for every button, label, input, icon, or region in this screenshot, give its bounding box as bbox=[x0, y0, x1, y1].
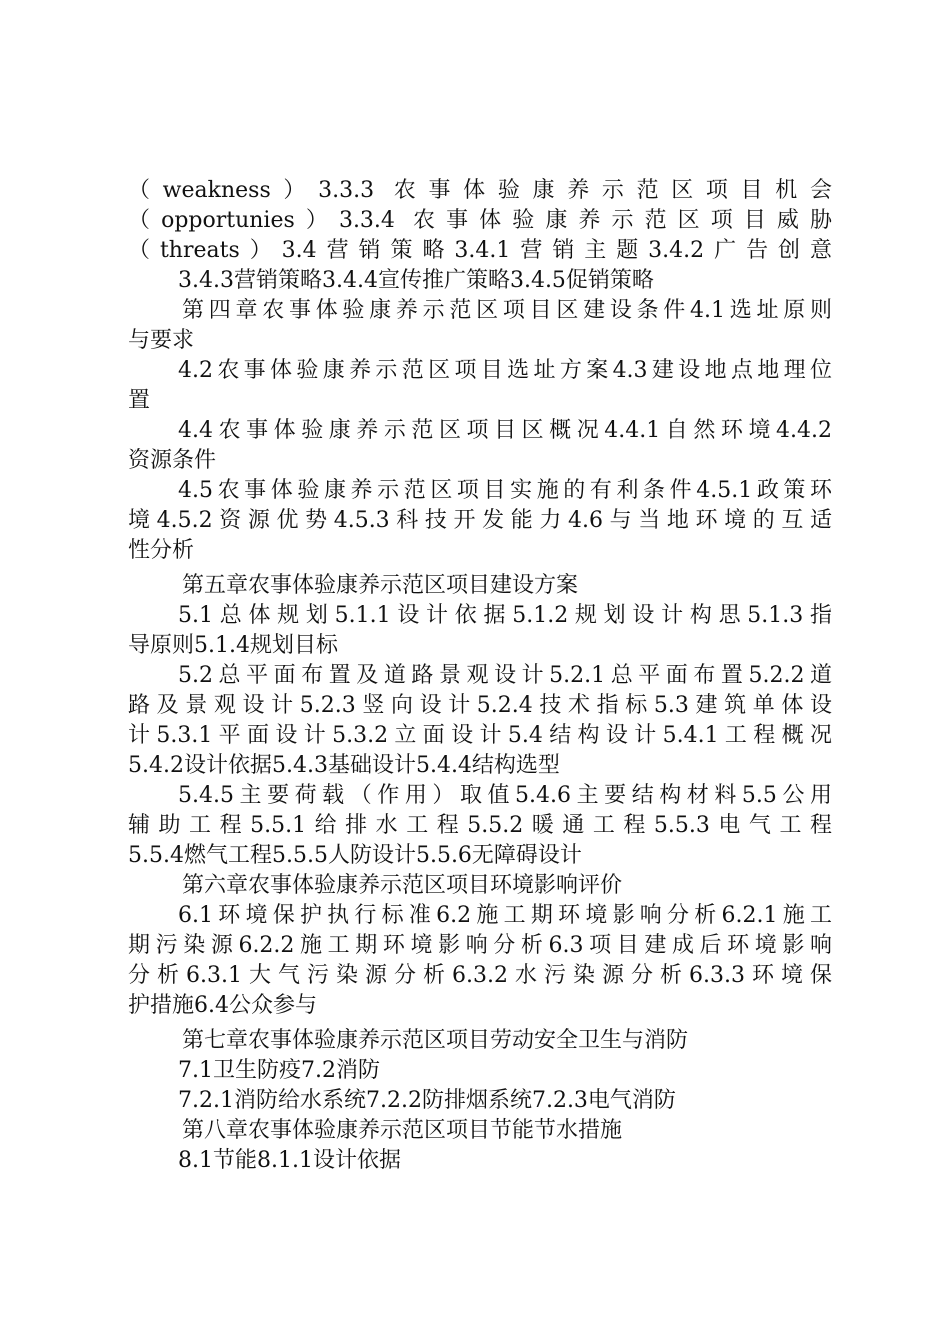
chapter-heading: 第六章农事体验康养示范区项目环境影响评价 bbox=[182, 873, 623, 898]
chapter-heading: 第七章农事体验康养示范区项目劳动安全卫生与消防 bbox=[182, 1028, 689, 1053]
text-line: 性分析 bbox=[128, 538, 195, 563]
text-line: 境4.5.2资源优势4.5.3科技开发能力4.6与当地环境的互适 bbox=[128, 508, 832, 533]
text-line: 辅助工程5.5.1给排水工程5.5.2暖通工程5.5.3电气工程 bbox=[128, 813, 832, 838]
text-line: 分析6.3.1大气污染源分析6.3.2水污染源分析6.3.3环境保 bbox=[128, 963, 832, 988]
text-line: 5.4.2设计依据5.4.3基础设计5.4.4结构选型 bbox=[128, 753, 560, 778]
text-line: 5.1总体规划5.1.1设计依据5.1.2规划设计构思5.1.3指 bbox=[178, 603, 832, 628]
text-line: 期污染源6.2.2施工期环境影响分析6.3项目建成后环境影响 bbox=[128, 933, 832, 958]
text-line: （weakness）3.3.3 农事体验康养示范区项目机会 bbox=[128, 178, 832, 203]
text-line: 导原则5.1.4规划目标 bbox=[128, 633, 338, 658]
text-line: 置 bbox=[128, 388, 151, 413]
text-line: 5.4.5主要荷载（作用）取值5.4.6主要结构材料5.5公用 bbox=[178, 783, 832, 808]
text-line: 路及景观设计5.2.3竖向设计5.2.4技术指标5.3建筑单体设 bbox=[128, 693, 832, 718]
chapter-heading: 第四章农事体验康养示范区项目区建设条件4.1选址原则 bbox=[182, 298, 832, 323]
text-line: 5.2总平面布置及道路景观设计5.2.1总平面布置5.2.2道 bbox=[178, 663, 832, 688]
text-line: 护措施6.4公众参与 bbox=[128, 993, 317, 1018]
text-line: 8.1节能8.1.1设计依据 bbox=[178, 1148, 401, 1173]
text-line: 4.5农事体验康养示范区项目实施的有利条件4.5.1政策环 bbox=[178, 478, 832, 503]
chapter-heading: 第五章农事体验康养示范区项目建设方案 bbox=[182, 573, 579, 598]
text-line: 5.5.4燃气工程5.5.5人防设计5.5.6无障碍设计 bbox=[128, 843, 582, 868]
text-line: 6.1环境保护执行标准6.2施工期环境影响分析6.2.1施工 bbox=[178, 903, 832, 928]
text-line: 7.2.1消防给水系统7.2.2防排烟系统7.2.3电气消防 bbox=[178, 1088, 676, 1113]
text-line: 3.4.3营销策略3.4.4宣传推广策略3.4.5促销策略 bbox=[178, 268, 654, 293]
text-line: （threats）3.4营销策略3.4.1营销主题3.4.2广告创意 bbox=[128, 238, 832, 263]
text-line: 资源条件 bbox=[128, 448, 217, 473]
text-line: 与要求 bbox=[128, 328, 195, 353]
chapter-heading: 第八章农事体验康养示范区项目节能节水措施 bbox=[182, 1118, 623, 1143]
text-line: 7.1卫生防疫7.2消防 bbox=[178, 1058, 380, 1083]
text-line: 4.2农事体验康养示范区项目选址方案4.3建设地点地理位 bbox=[178, 358, 832, 383]
text-line: 4.4农事体验康养示范区项目区概况4.4.1自然环境4.4.2 bbox=[178, 418, 832, 443]
text-line: 计5.3.1平面设计5.3.2立面设计5.4结构设计5.4.1工程概况 bbox=[128, 723, 832, 748]
text-line: （opportunies）3.3.4 农事体验康养示范区项目威胁 bbox=[128, 208, 832, 233]
